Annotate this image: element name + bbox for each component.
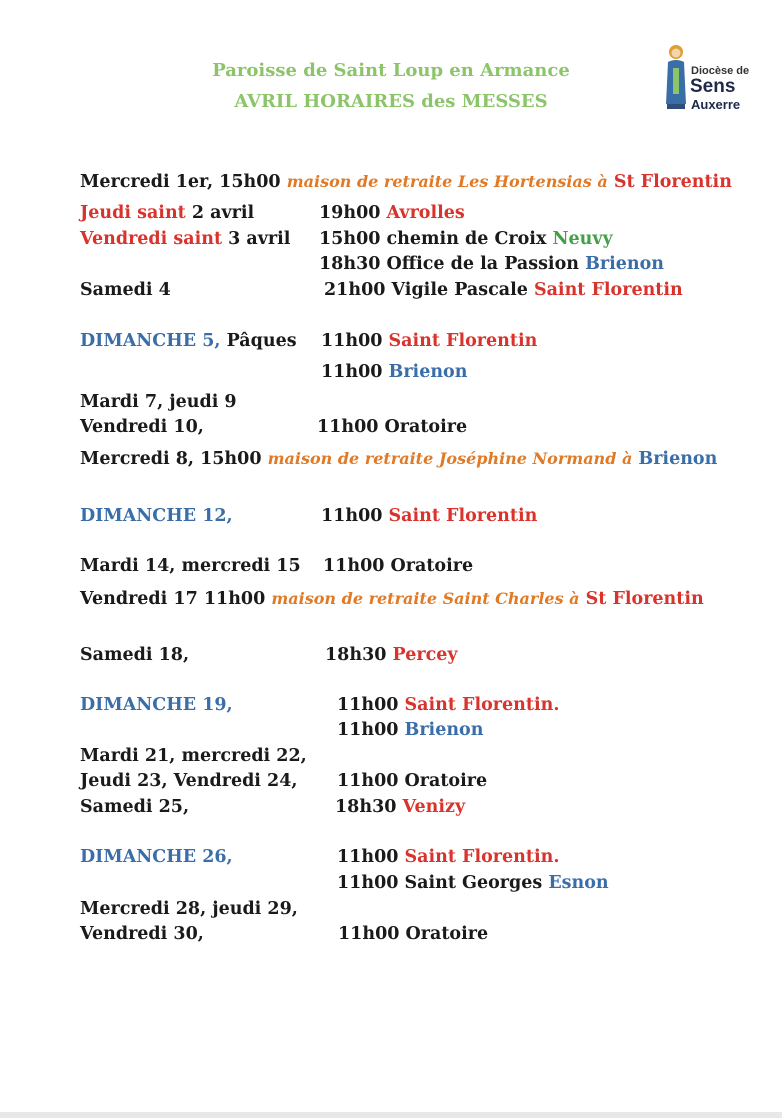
day-label: Mercredi 8, 15h00 bbox=[80, 449, 262, 469]
schedule-line bbox=[80, 392, 237, 412]
schedule-line bbox=[80, 229, 290, 249]
schedule-time bbox=[337, 847, 559, 867]
town-label: Brienon bbox=[638, 449, 718, 469]
logo-line-3: Auxerre bbox=[691, 97, 741, 112]
time-label: 11h00 Saint Georges bbox=[337, 873, 543, 893]
day-label: Samedi 18, bbox=[80, 645, 190, 665]
schedule-line bbox=[80, 556, 301, 576]
schedule-time bbox=[337, 873, 609, 893]
day-label: Jeudi 23, Vendredi 24, bbox=[80, 771, 298, 791]
town-label: Saint Florentin. bbox=[404, 847, 560, 867]
schedule-time bbox=[317, 417, 467, 437]
town-label: Brienon bbox=[388, 362, 468, 382]
town-label: St Florentin bbox=[585, 589, 704, 609]
retirement-home-label: maison de retraite Saint Charles à bbox=[271, 589, 580, 608]
town-label: Avrolles bbox=[386, 203, 465, 223]
schedule-time bbox=[337, 720, 483, 740]
sunday-label: DIMANCHE 12, bbox=[80, 506, 233, 526]
diocese-logo bbox=[662, 42, 750, 114]
schedule-line bbox=[80, 899, 298, 919]
town-label: Venizy bbox=[402, 797, 466, 817]
town-label: Neuvy bbox=[552, 229, 613, 249]
schedule-time bbox=[319, 254, 664, 274]
schedule-line bbox=[80, 589, 704, 609]
schedule-line bbox=[80, 449, 717, 469]
day-label: 3 avril bbox=[228, 229, 291, 249]
time-label: 11h00 bbox=[321, 331, 383, 351]
schedule-line bbox=[80, 203, 254, 223]
page-title: AVRIL HORAIRES des MESSES bbox=[234, 91, 548, 112]
time-label: 11h00 Oratoire bbox=[337, 771, 488, 791]
time-label: 11h00 bbox=[321, 362, 383, 382]
time-label: 11h00 bbox=[337, 847, 399, 867]
time-label: 18h30 bbox=[335, 797, 397, 817]
time-label: 11h00 bbox=[337, 720, 399, 740]
schedule-time bbox=[325, 645, 458, 665]
schedule-time bbox=[335, 797, 465, 817]
town-label: Saint Florentin bbox=[388, 331, 538, 351]
day-label: Samedi 25, bbox=[80, 797, 190, 817]
day-label: Vendredi 10, bbox=[80, 417, 204, 437]
schedule-line bbox=[80, 417, 204, 437]
schedule-line bbox=[80, 645, 189, 665]
schedule-line bbox=[80, 771, 298, 791]
schedule-line bbox=[80, 280, 171, 300]
schedule-line bbox=[80, 172, 732, 192]
time-label: 11h00 Oratoire bbox=[317, 417, 468, 437]
day-label: Samedi 4 bbox=[80, 280, 171, 300]
time-label: 11h00 bbox=[337, 695, 399, 715]
schedule-time bbox=[337, 771, 487, 791]
schedule-time bbox=[338, 924, 488, 944]
schedule-line bbox=[80, 924, 204, 944]
day-label-highlight: Jeudi saint bbox=[80, 203, 186, 223]
day-label: Vendredi 17 11h00 bbox=[80, 589, 266, 609]
schedule-time bbox=[321, 362, 467, 382]
time-label: 19h00 bbox=[319, 203, 381, 223]
schedule-line bbox=[80, 695, 233, 715]
day-label: Mardi 21, mercredi 22, bbox=[80, 746, 307, 766]
day-label: Mardi 7, jeudi 9 bbox=[80, 392, 237, 412]
sunday-label: DIMANCHE 5, bbox=[80, 331, 221, 351]
schedule-time bbox=[319, 229, 613, 249]
day-label: Mardi 14, mercredi 15 bbox=[80, 556, 301, 576]
schedule-line bbox=[80, 506, 233, 526]
schedule-time bbox=[321, 331, 537, 351]
time-label: 11h00 Oratoire bbox=[338, 924, 489, 944]
town-label: Esnon bbox=[548, 873, 609, 893]
sunday-label: DIMANCHE 19, bbox=[80, 695, 233, 715]
schedule-line bbox=[80, 847, 233, 867]
schedule-line bbox=[80, 797, 189, 817]
schedule-time bbox=[337, 695, 559, 715]
logo-line-1: Diocèse de bbox=[691, 65, 750, 77]
time-label: 18h30 Office de la Passion bbox=[319, 254, 579, 274]
time-label: 11h00 bbox=[321, 506, 383, 526]
schedule-time bbox=[323, 556, 473, 576]
schedule-line bbox=[80, 746, 307, 766]
town-label: Saint Florentin bbox=[388, 506, 538, 526]
day-label: Vendredi 30, bbox=[80, 924, 204, 944]
town-label: Brienon bbox=[404, 720, 484, 740]
schedule-time bbox=[321, 506, 537, 526]
schedule-time bbox=[324, 280, 683, 300]
schedule-time bbox=[319, 203, 465, 223]
day-label: Mercredi 1er, 15h00 bbox=[80, 172, 281, 192]
town-label: Saint Florentin bbox=[533, 280, 683, 300]
schedule-line bbox=[80, 331, 297, 351]
time-label: 18h30 bbox=[325, 645, 387, 665]
time-label: 21h00 Vigile Pascale bbox=[324, 280, 528, 300]
town-label: Brienon bbox=[585, 254, 664, 274]
retirement-home-label: maison de retraite Joséphine Normand à bbox=[267, 449, 633, 468]
retirement-home-label: maison de retraite Les Hortensias à bbox=[286, 172, 608, 191]
page-bottom-edge bbox=[0, 1112, 782, 1118]
saint-figure-icon bbox=[664, 44, 688, 110]
town-label: Percey bbox=[392, 645, 458, 665]
time-label: 15h00 chemin de Croix bbox=[319, 229, 547, 249]
day-label: 2 avril bbox=[191, 203, 255, 223]
town-label: Saint Florentin. bbox=[404, 695, 560, 715]
sunday-label: DIMANCHE 26, bbox=[80, 847, 233, 867]
logo-line-2: Sens bbox=[690, 76, 736, 97]
day-label: Mercredi 28, jeudi 29, bbox=[80, 899, 298, 919]
parish-title: Paroisse de Saint Loup en Armance bbox=[212, 60, 570, 81]
day-label: Pâques bbox=[226, 331, 297, 351]
day-label-highlight: Vendredi saint bbox=[80, 229, 223, 249]
time-label: 11h00 Oratoire bbox=[323, 556, 474, 576]
town-label: St Florentin bbox=[613, 172, 732, 192]
